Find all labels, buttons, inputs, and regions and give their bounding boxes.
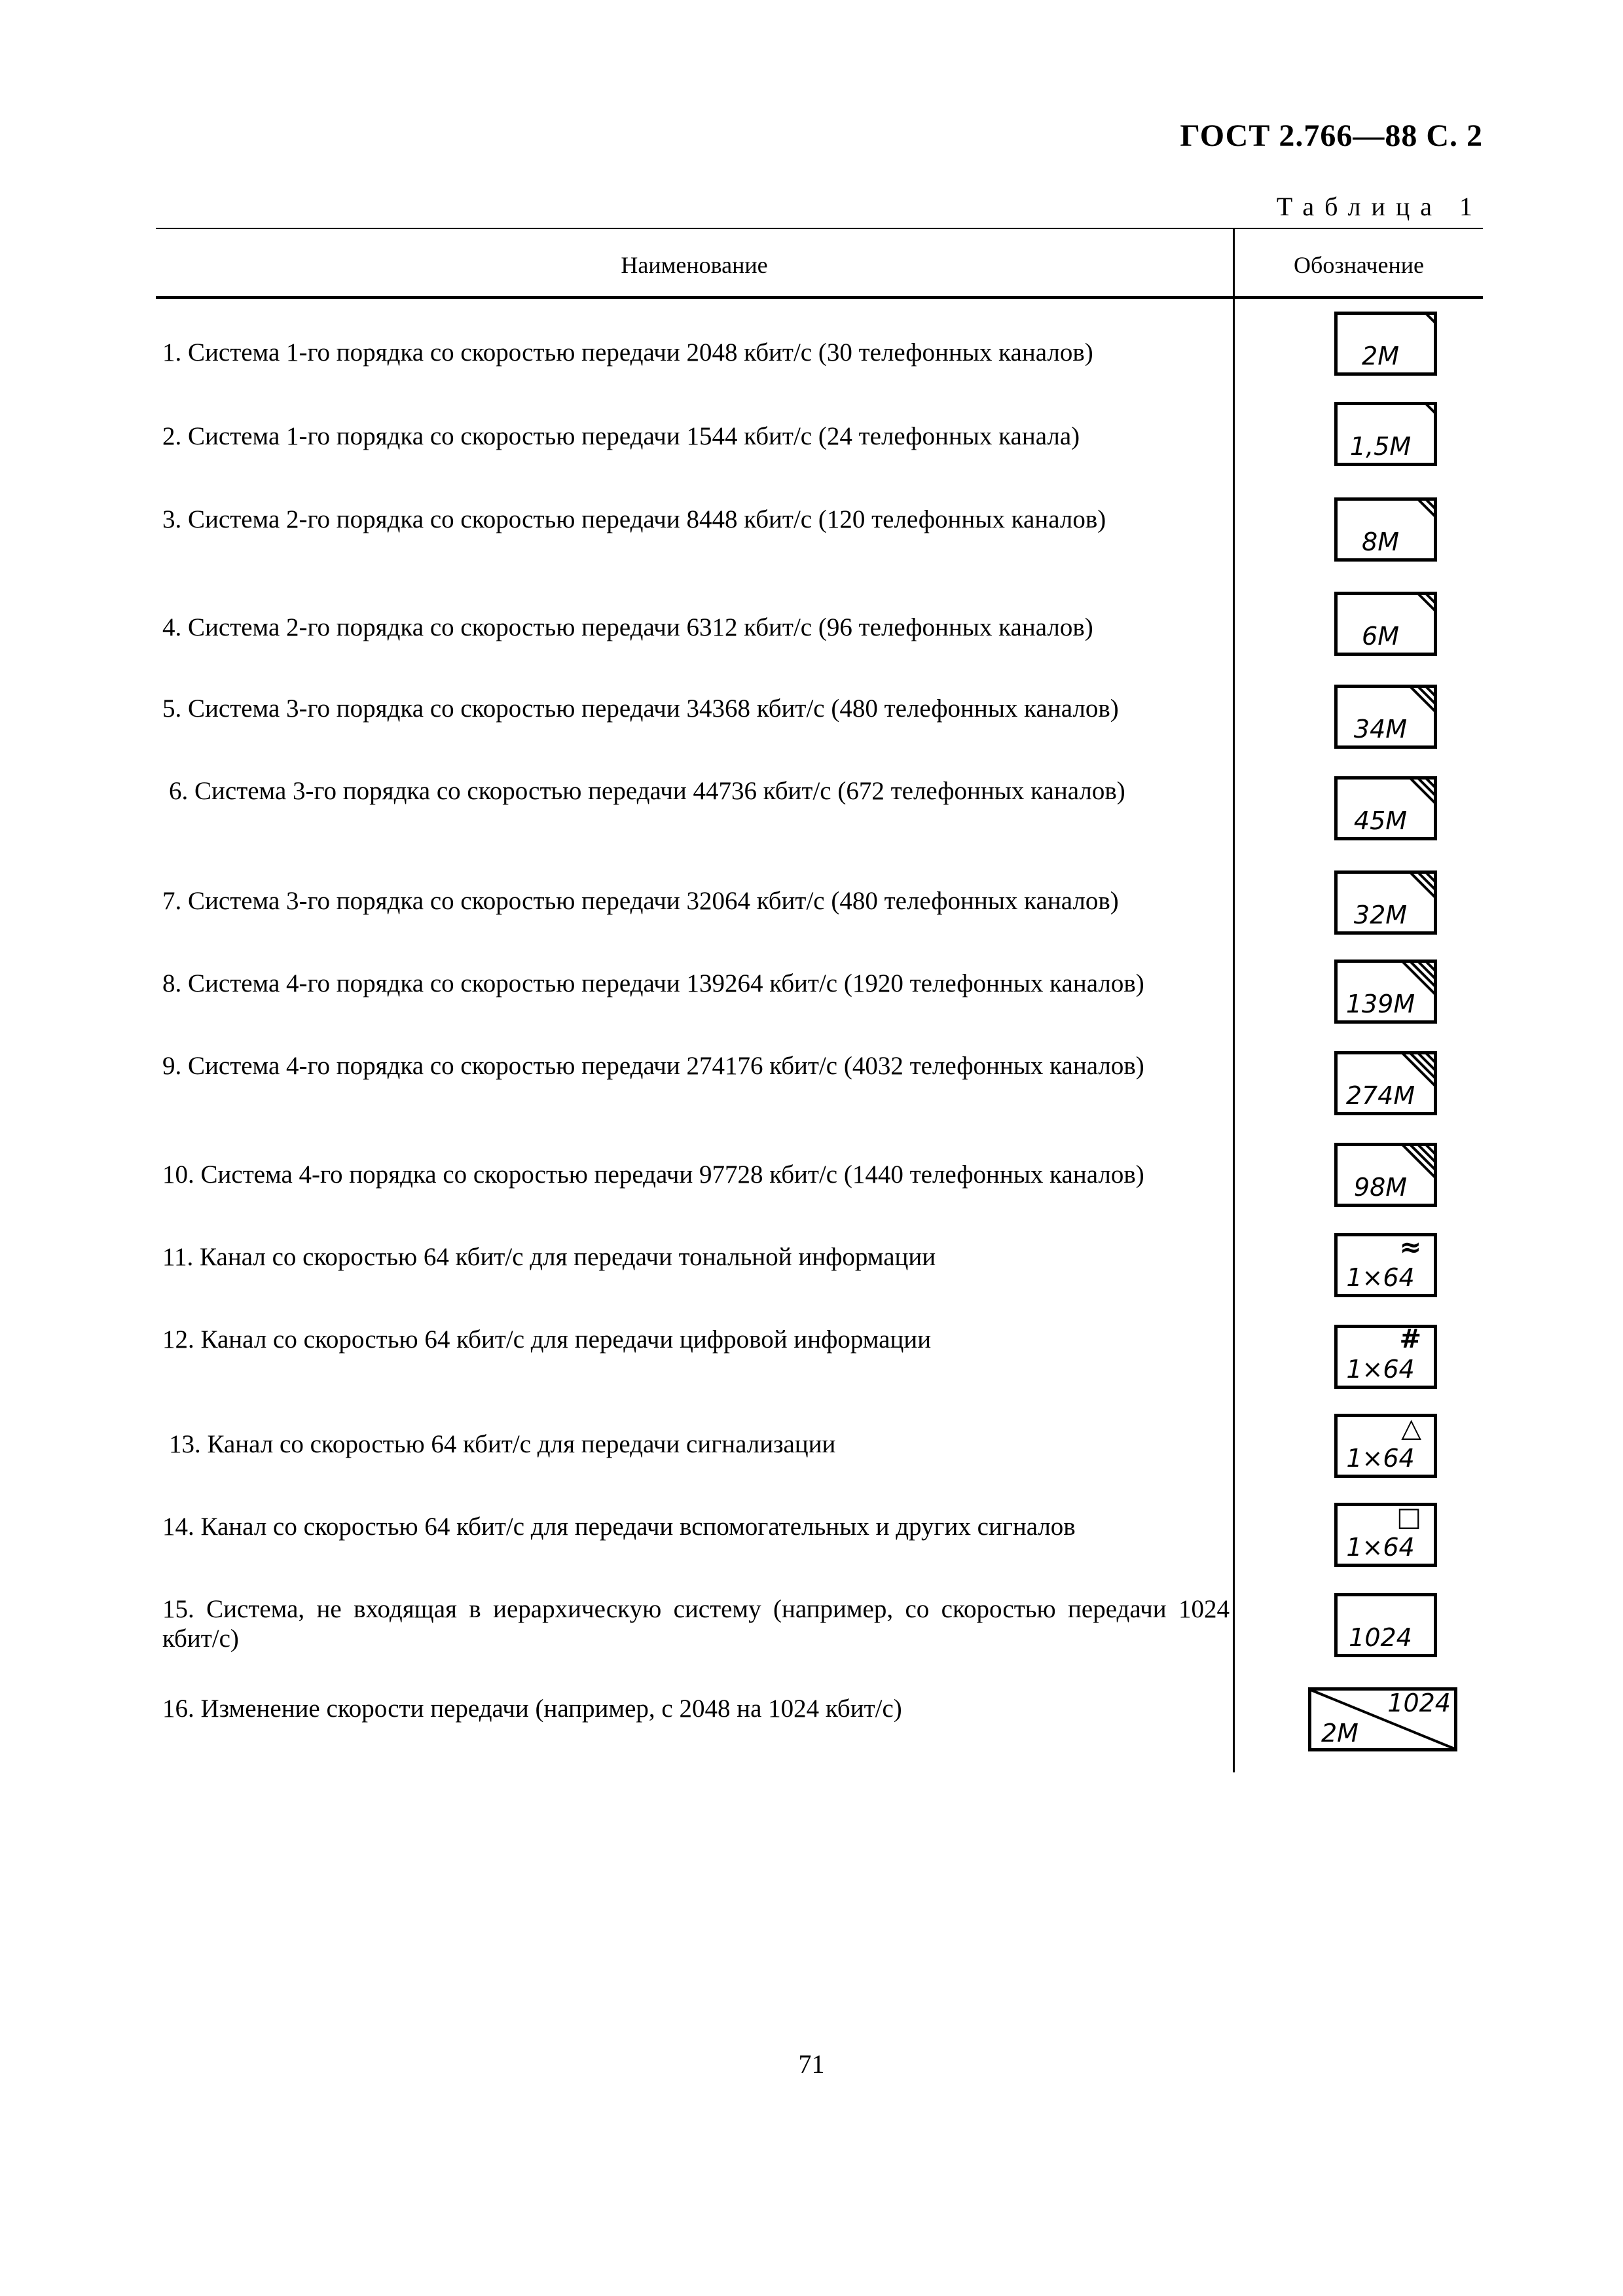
corner-hatch-line (1418, 778, 1435, 795)
hash-mark-icon: # (1399, 1324, 1421, 1354)
corner-hatch-line (1426, 314, 1435, 323)
table-row-12-text: 12. Канал со скоростью 64 кбит/с для передачи цифровой информации (162, 1325, 932, 1354)
symbol-34m (1334, 685, 1437, 749)
table-row-4-text: 4. Система 2-го порядка со скоростью передачи 6312 кбит/с (96 телефонных каналов) (162, 613, 1093, 641)
symbol-label: 8M (1362, 528, 1399, 556)
column-header-name: Наименование (621, 252, 768, 278)
symbol-6m (1334, 592, 1437, 656)
symbol-label: 2M (1362, 342, 1399, 370)
symbol-98m (1334, 1143, 1437, 1207)
table-header-rule (156, 296, 1483, 299)
corner-hatch-line (1418, 872, 1435, 889)
table-row-5-text: 5. Система 3-го порядка со скоростью передачи 34368 кбит/с (480 телефонных каналов) (162, 694, 1119, 723)
corner-hatch-line (1418, 1145, 1435, 1162)
symbol-label: 34M (1353, 715, 1408, 744)
symbol-45m (1334, 776, 1437, 840)
corner-hatch-line (1418, 499, 1435, 516)
symbol-label: 1024 (1349, 1623, 1412, 1652)
table-row-9-text: 9. Система 4-го порядка со скоростью передачи 274176 кбит/с (4032 телефонных каналов) (162, 1052, 1144, 1080)
symbol-1x64-signalling (1334, 1414, 1437, 1478)
symbol-2m (1334, 312, 1437, 376)
table-row-3-text: 3. Система 2-го порядка со скоростью передачи 8448 кбит/с (120 телефонных каналов) (162, 505, 1106, 533)
corner-hatch-line (1418, 1053, 1435, 1070)
corner-hatch-line (1426, 404, 1435, 413)
symbol-1-5m (1334, 402, 1437, 466)
corner-hatch-line (1418, 594, 1435, 611)
designations-table (156, 228, 1483, 1772)
symbol-rate-change (1308, 1687, 1457, 1751)
corner-hatch-line (1418, 961, 1435, 978)
symbol-label: 1,5M (1349, 432, 1412, 461)
tilde-mark-icon: ≈ (1399, 1232, 1421, 1263)
table-top-rule (156, 228, 1483, 229)
column-header-symbol: Обозначение (1294, 252, 1424, 278)
square-mark-icon: □ (1396, 1502, 1421, 1532)
table-row-11-text: 11. Канал со скоростью 64 кбит/с для передачи тональной информации (162, 1243, 936, 1271)
corner-hatch-line (1418, 687, 1435, 704)
table-row-8-text: 8. Система 4-го порядка со скоростью передачи 139264 кбит/с (1920 телефонных каналов) (162, 969, 1144, 997)
symbol-label: 1×64 (1346, 1263, 1415, 1292)
symbol-label: 1×64 (1346, 1533, 1415, 1562)
table-row-6-text: 6. Система 3-го порядка со скоростью передачи 44736 кбит/с (672 телефонных каналов) (169, 777, 1125, 805)
table-row-10-text: 10. Система 4-го порядка со скоростью передачи 97728 кбит/с (1440 телефонных каналов) (162, 1160, 1144, 1189)
table-caption: Таблица 1 (1276, 192, 1483, 221)
table-row-13-text: 13. Канал со скоростью 64 кбит/с для передачи сигнализации (169, 1430, 836, 1458)
table-row-14-text: 14. Канал со скоростью 64 кбит/с для передачи вспомогательных и других сигналов (162, 1513, 1076, 1541)
symbol-label: 98M (1353, 1173, 1408, 1202)
symbol-label: 274M (1345, 1081, 1415, 1110)
symbol-274m (1334, 1051, 1437, 1115)
page-number: 71 (798, 2049, 825, 2079)
symbol-1x64-auxiliary (1334, 1503, 1437, 1567)
triangle-mark-icon: △ (1401, 1413, 1421, 1443)
table-row-2-text: 2. Система 1-го порядка со скоростью передачи 1544 кбит/с (24 телефонных канала) (162, 422, 1080, 450)
symbol-139m (1334, 960, 1437, 1024)
symbol-label: 6M (1362, 622, 1399, 651)
symbol-8m (1334, 497, 1437, 562)
rate-from-label: 2M (1321, 1719, 1359, 1748)
document-header: ГОСТ 2.766—88 С. 2 (1180, 118, 1483, 153)
symbol-1x64-digital (1334, 1325, 1437, 1389)
table-row-7-text: 7. Система 3-го порядка со скоростью передачи 32064 кбит/с (480 телефонных каналов) (162, 887, 1119, 915)
symbol-label: 32M (1353, 901, 1408, 929)
rate-to-label: 1024 (1387, 1689, 1451, 1717)
table-row-16-text: 16. Изменение скорости передачи (например, с 2048 на 1024 кбит/с) (162, 1695, 902, 1723)
symbol-label: 1×64 (1346, 1355, 1415, 1384)
symbol-32m (1334, 870, 1437, 935)
symbol-label: 45M (1353, 806, 1408, 835)
table-row-15-text: 15. Система, не входящая в иерархическую систему (например, со скоростью передачи 1024 кбит/с) (162, 1595, 1230, 1653)
symbol-1x64-tonal (1334, 1233, 1437, 1297)
symbol-1024 (1334, 1593, 1437, 1657)
symbol-label: 139M (1345, 990, 1415, 1018)
column-divider (1233, 228, 1235, 1772)
table-row-1-text: 1. Система 1-го порядка со скоростью передачи 2048 кбит/с (30 телефонных каналов) (162, 338, 1093, 367)
symbol-label: 1×64 (1346, 1444, 1415, 1473)
